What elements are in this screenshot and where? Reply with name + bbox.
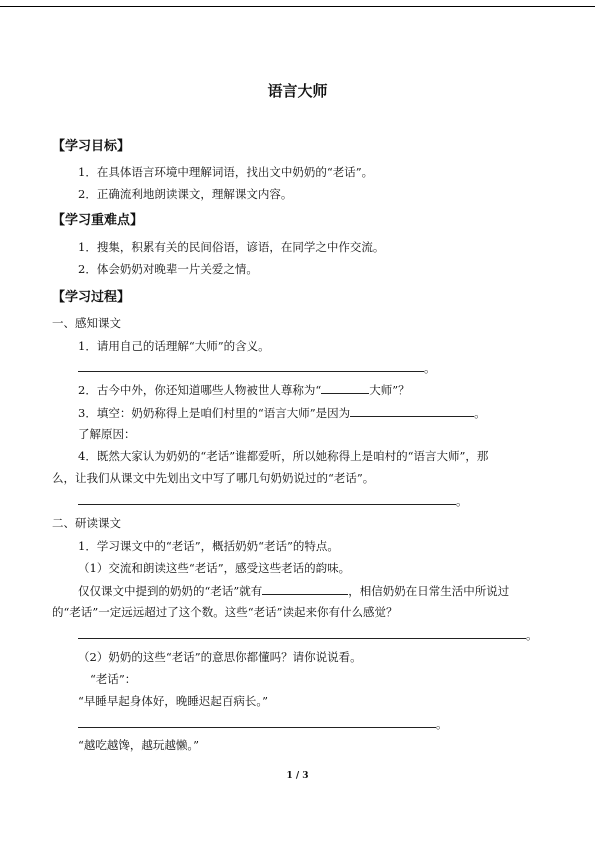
section-process-heading: 【学习过程】: [52, 290, 131, 305]
part2-sub-2: （2）奶奶的这些“老话”的意思你都懂吗？请你说说看。: [78, 650, 362, 664]
header-rule: [0, 6, 595, 7]
part2-sub-1: （1）交流和朗读这些“老话”，感受这些老话的韵味。: [78, 561, 351, 575]
key-2: 2．体会奶奶对晚辈一片关爱之情。: [78, 262, 258, 276]
page-number: 1 / 3: [286, 771, 309, 781]
part1-heading: 一、感知课文: [52, 316, 121, 330]
part2-paragraph-line-2: 的“老话”一定远远超过了这个数。这些“老话”读起来你有什么感觉？: [52, 605, 398, 619]
answer-line-2[interactable]: 。: [78, 493, 468, 508]
goal-2: 2．正确流利地朗读课文，理解课文内容。: [78, 187, 293, 201]
part1-question-4-line-1: 4．既然大家认为奶奶的“老话”谁都爱听，所以她称得上是咱村的“语言大师”，那: [78, 449, 489, 463]
part2-question-1: 1．学习课文中的“老话”，概括奶奶“老话”的特点。: [78, 539, 339, 553]
answer-blank[interactable]: [78, 493, 456, 505]
old-sayings-label: “老话”：: [90, 672, 137, 686]
answer-blank[interactable]: [78, 716, 436, 728]
fill-blank-master[interactable]: [321, 382, 369, 394]
part1-question-1: 1．请用自己的话理解“大师”的含义。: [78, 339, 270, 353]
saying-1: “早睡早起身体好，晚睡迟起百病长。”: [78, 694, 269, 708]
reason-label: 了解原因：: [78, 427, 136, 441]
part1-question-3: 3．填空：奶奶称得上是咱们村里的“语言大师”是因为 。: [78, 406, 486, 420]
answer-blank[interactable]: [78, 627, 526, 639]
part2-paragraph-line-1: 仅仅课文中提到的奶奶的“老话”就有 ，相信奶奶在日常生活中所说过: [78, 584, 510, 598]
fill-blank-reason[interactable]: [350, 405, 474, 417]
part1-question-2: 2．古今中外，你还知道哪些人物被世人尊称为“ 大师”？: [78, 383, 410, 397]
answer-line-3[interactable]: 。: [78, 627, 538, 642]
answer-line-4[interactable]: 。: [78, 716, 448, 731]
part2-heading: 二、研读课文: [52, 516, 121, 530]
section-key-heading: 【学习重难点】: [52, 213, 144, 228]
page-title: 语言大师: [267, 82, 328, 100]
answer-line-1[interactable]: 。: [78, 360, 436, 375]
section-goals-heading: 【学习目标】: [52, 139, 131, 154]
saying-2: “越吃越馋，越玩越懒。”: [78, 738, 200, 752]
answer-blank[interactable]: [78, 360, 424, 372]
goal-1: 1．在具体语言环境中理解词语，找出文中奶奶的“老话”。: [78, 165, 374, 179]
key-1: 1．搜集，积累有关的民间俗语，谚语，在同学之中作交流。: [78, 240, 385, 254]
fill-blank-count[interactable]: [262, 583, 348, 595]
part1-question-4-line-2: 么，让我们从课文中先划出文中写了哪几句奶奶说过的“老话”。: [52, 471, 375, 485]
